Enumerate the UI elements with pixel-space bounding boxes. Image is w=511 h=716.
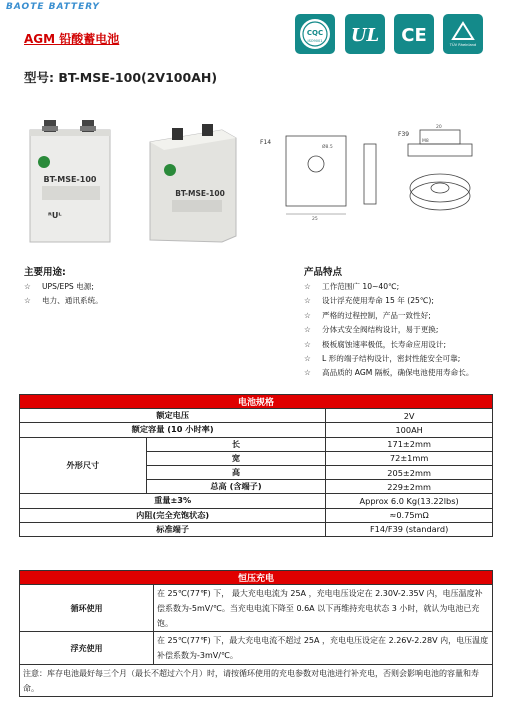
list-item: ☆ 高品质的 AGM 隔板，确保电池使用寿命长。 <box>304 368 474 378</box>
charge-header: 恒压充电 <box>20 571 493 585</box>
list-item: ☆ UPS/EPS 电源; <box>24 282 94 291</box>
terminal-label: 标准端子 <box>20 522 326 536</box>
list-item: ☆ 工作范围广 10~40℃; <box>304 282 400 291</box>
resistance-label: 内阻(完全充饱状态) <box>20 508 326 522</box>
svg-text:ISO9001: ISO9001 <box>307 39 323 43</box>
weight-label: 重量±3% <box>20 494 326 508</box>
svg-text:BT-MSE-100: BT-MSE-100 <box>175 189 225 198</box>
svg-text:CQC: CQC <box>306 29 324 37</box>
svg-text:Ø8.5: Ø8.5 <box>322 145 333 150</box>
length-value: 171±2mm <box>326 437 493 451</box>
table-row <box>20 632 493 665</box>
table-row <box>20 494 493 508</box>
total-height-value: 229±2mm <box>326 480 493 494</box>
list-item: ☆ 严格的过程控制，产品一致性好; <box>304 310 431 320</box>
list-item: ☆ 极板腐蚀速率极低，长寿命应用设计; <box>304 339 447 349</box>
table-row <box>20 665 493 697</box>
ce-icon <box>394 14 434 54</box>
total-height-label: 总高 (含端子) <box>146 480 326 494</box>
rated-capacity-value: 100AH <box>326 423 493 437</box>
table-row <box>20 437 493 451</box>
battery-photos <box>22 112 242 247</box>
model-label: 型号: BT-MSE-100(2V100AH) <box>24 70 218 85</box>
float-use-text: 在 25℃(77℉) 下，最大充电电流不超过 25A ，充电电压设定在 2.26V-2.28V 内，电压温度补偿系数为-3mV/℃。 <box>154 632 493 665</box>
svg-text:20: 20 <box>436 125 442 130</box>
list-item: ☆ 分体式安全阀结构设计，易于更换; <box>304 325 439 335</box>
cqc-icon <box>295 14 335 54</box>
rated-capacity-label: 额定容量 (10 小时率) <box>20 423 326 437</box>
table-row <box>20 423 493 437</box>
width-label: 宽 <box>146 451 326 465</box>
features-title: 产品特点 <box>304 267 343 278</box>
spec-table <box>19 394 493 537</box>
ul-icon <box>345 14 385 54</box>
storage-note: 注意：库存电池最好每三个月（最长不超过六个月）时，请按循环使用的充电参数对电池进行补充电，否则会影响电池的容量和寿命。 <box>20 665 493 697</box>
list-item: ☆ 设计浮充使用寿命 15 年 (25℃); <box>304 296 434 306</box>
page-title: AGM 铅酸蓄电池 <box>24 32 120 46</box>
height-value: 205±2mm <box>326 465 493 479</box>
svg-text:25: 25 <box>312 217 318 222</box>
table-row <box>20 585 493 632</box>
svg-text:CE: CE <box>401 25 427 46</box>
features-list <box>304 280 473 381</box>
terminal-value: F14/F39 (standard) <box>326 522 493 536</box>
svg-text:ᴿUᴸ: ᴿUᴸ <box>48 211 62 220</box>
svg-text:TÜV Rheinland: TÜV Rheinland <box>449 43 477 47</box>
table-row <box>20 409 493 423</box>
list-item: ☆ L 形的端子结构设计，密封性能安全可靠; <box>304 354 461 364</box>
svg-text:F39: F39 <box>398 131 410 138</box>
cycle-use-text: 在 25℃(77℉) 下， 最大充电电流为 25A ，充电电压设定在 2.30V-2.35V 内，电压温度补偿系数为-5mV/℃。当充电电流下降至 0.6A 以下再维持充电状态 3 小时，就认为电池已充饱。 <box>154 585 493 632</box>
usage-title: 主要用途: <box>24 267 66 278</box>
charge-table <box>19 570 493 697</box>
length-label: 长 <box>146 437 326 451</box>
dimension-label: 外形尺寸 <box>20 437 147 494</box>
table-row <box>20 522 493 536</box>
spec-header: 电池规格 <box>20 395 493 409</box>
rated-voltage-label: 额定电压 <box>20 409 326 423</box>
usage-list <box>24 280 103 309</box>
svg-text:UL: UL <box>350 25 380 46</box>
svg-text:F14: F14 <box>260 139 272 146</box>
rated-voltage-value: 2V <box>326 409 493 423</box>
brand-logo: BAOTE BATTERY <box>6 2 100 12</box>
tuv-icon <box>443 14 483 54</box>
list-item: ☆ 电力、通讯系统。 <box>24 296 103 306</box>
terminal-drawings <box>258 122 498 232</box>
cycle-use-label: 循环使用 <box>20 585 154 632</box>
width-value: 72±1mm <box>326 451 493 465</box>
svg-text:M8: M8 <box>422 139 429 144</box>
height-label: 高 <box>146 465 326 479</box>
weight-value: Approx 6.0 Kg(13.22lbs) <box>326 494 493 508</box>
table-row <box>20 508 493 522</box>
resistance-value: ≈0.75mΩ <box>326 508 493 522</box>
svg-text:BT-MSE-100: BT-MSE-100 <box>43 175 97 184</box>
float-use-label: 浮充使用 <box>20 632 154 665</box>
